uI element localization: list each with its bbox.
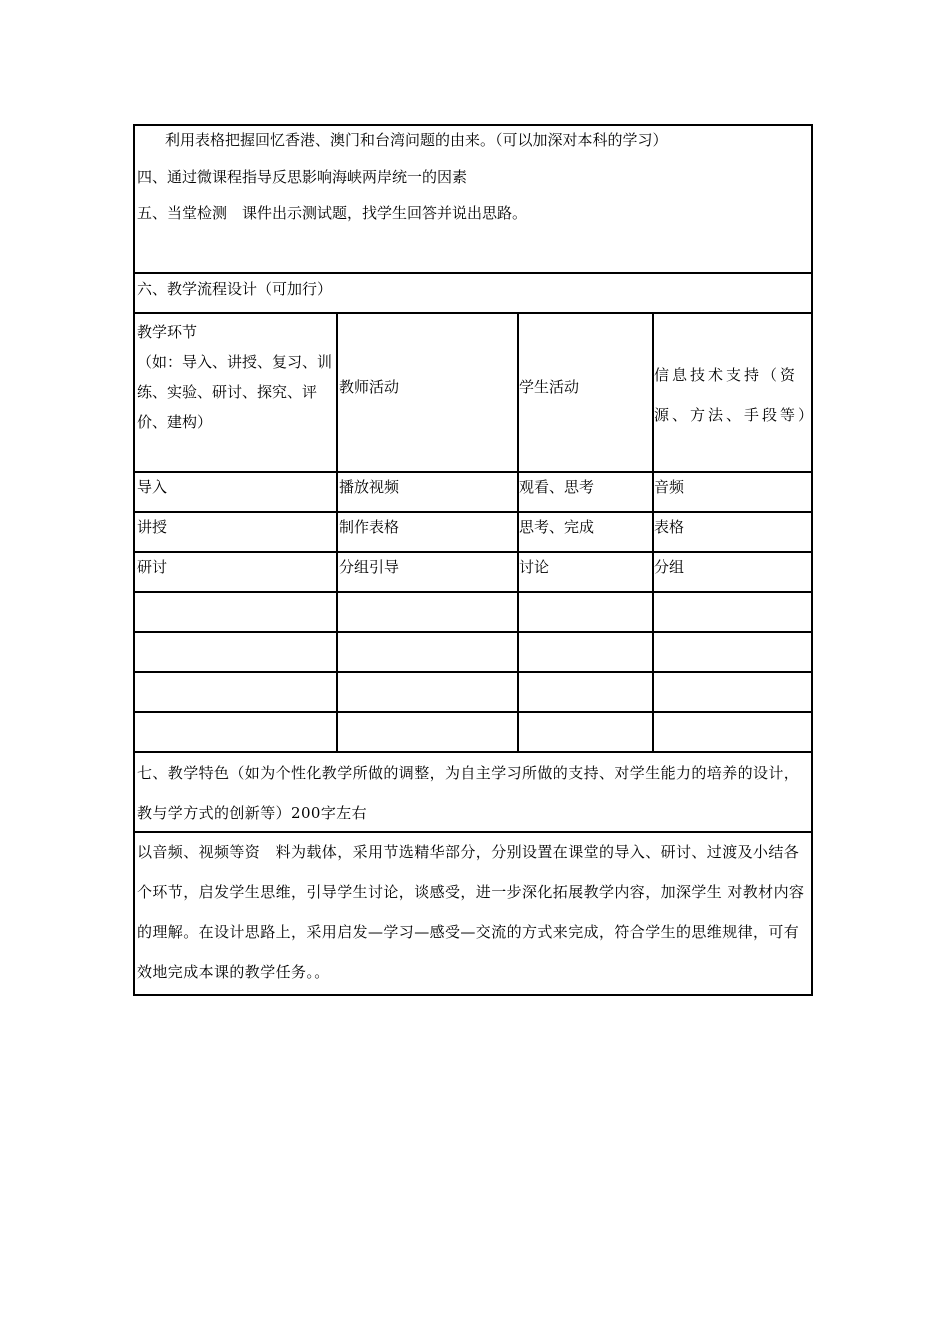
cell-r1-c1: 导入 — [137, 478, 168, 496]
rule-row-4 — [135, 631, 811, 633]
top-line-3: 五、当堂检测 课件出示测试题，找学生回答并说出思路。 — [137, 204, 528, 222]
cell-r1-c2: 播放视频 — [339, 478, 400, 496]
column-divider-3 — [652, 314, 654, 751]
top-line-1: 利用表格把握回忆香港、澳门和台湾问题的由来。（可以加深对本科的学习） — [165, 131, 668, 149]
cell-r2-c1: 讲授 — [137, 518, 168, 536]
header-stage-detail: （如：导入、讲授、复习、训练、实验、研讨、探究、评价、建构） — [137, 353, 333, 431]
header-it-support: 信息技术支持（资源、方法、手段等） — [654, 366, 817, 424]
section-6-title: 六、教学流程设计（可加行） — [137, 280, 333, 298]
cell-r2-c3: 思考、完成 — [519, 518, 595, 536]
cell-r3-c4: 分组 — [654, 558, 685, 576]
section-7-body: 以音频、视频等资 料为载体，采用节选精华部分，分别设置在课堂的导入、研讨、过渡及小结各个环节，启发学生思维，引导学生讨论，谈感受，进一步深化拓展教学内容，加深学生 对教材内容的理解。在设计思路上，采用启发—学习—感受—交流的方式来完成，符合学生的思维规律，可有效地完成本课的教学任务。。 — [137, 843, 805, 981]
rule-row-2 — [135, 551, 811, 553]
column-divider-1 — [336, 314, 338, 751]
rule-top-block — [135, 272, 811, 274]
rule-row-1 — [135, 511, 811, 513]
rule-row-3 — [135, 591, 811, 593]
top-line-2: 四、通过微课程指导反思影响海峡两岸统一的因素 — [137, 168, 468, 186]
section-7-title: 七、教学特色（如为个性化教学所做的调整，为自主学习所做的支持、对学生能力的培养的设计，教与学方式的创新等）200字左右 — [137, 764, 800, 822]
column-divider-2 — [517, 314, 519, 751]
rule-section-6 — [135, 312, 811, 314]
header-stage — [137, 317, 333, 437]
rule-row-5 — [135, 671, 811, 673]
header-student: 学生活动 — [519, 378, 580, 396]
cell-r3-c1: 研讨 — [137, 558, 168, 576]
header-teacher: 教师活动 — [339, 378, 400, 396]
rule-header — [135, 471, 811, 473]
lesson-plan-table — [133, 124, 817, 996]
cell-r1-c3: 观看、思考 — [519, 478, 595, 496]
cell-r1-c4: 音频 — [654, 478, 685, 496]
rule-row-6 — [135, 711, 811, 713]
cell-r3-c2: 分组引导 — [339, 558, 400, 576]
cell-r2-c2: 制作表格 — [339, 518, 400, 536]
header-stage-title: 教学环节 — [137, 323, 198, 341]
cell-r3-c3: 讨论 — [519, 558, 550, 576]
cell-r2-c4: 表格 — [654, 518, 685, 536]
